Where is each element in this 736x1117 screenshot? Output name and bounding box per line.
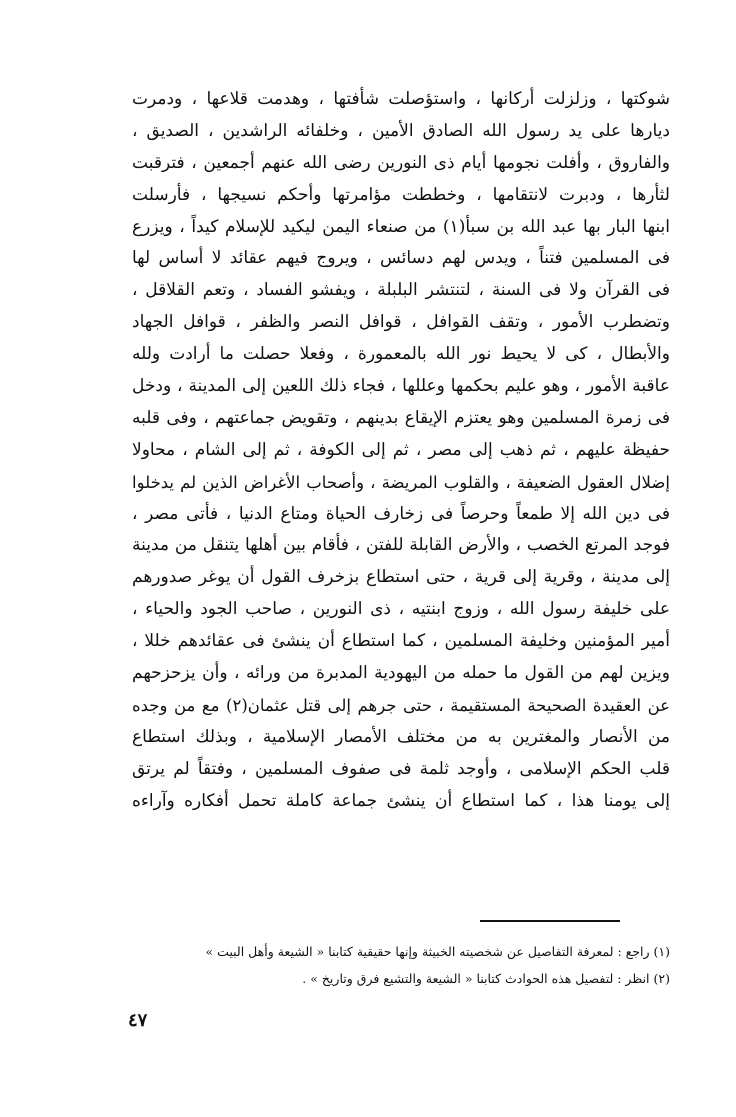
text-line: شوكتها ، وزلزلت أركانها ، واستؤصلت شأفتها ، وهدمت قلاعها ، ودمرت — [132, 89, 670, 109]
text-line: لثأرها ، ودبرت لانتقامها ، وخططت مؤامرتها وأحكم نسيجها ، فأرسلت — [132, 184, 670, 205]
text-line: وتضطرب الأمور ، وتقف القوافل ، قوافل النصر والظفر ، قوافل الجهاد — [132, 312, 670, 333]
text-line: عاقبة الأمور ، وهو عليم بحكمها وعللها ، فجاء ذلك اللعين إلى المدينة ، ودخل — [132, 376, 670, 397]
text-line: فى دين الله إلا طمعاً وحرصاً فى زخارف الحياة ومتاع الدنيا ، فأتى مصر ، — [132, 503, 670, 524]
text-line: ابنها البار بها عبد الله بن سبأ(١) من صنعاء اليمن ليكيد للإسلام كيداً ، ويزرع — [132, 216, 670, 237]
text-line: أمير المؤمنين وخليفة المسلمين ، كما استطاع أن ينشئ فى عقائدهم خللا ، — [132, 631, 670, 652]
text-line: إلى يومنا هذا ، كما استطاع أن ينشئ جماعة كاملة تحمل أفكاره وآراءه — [132, 790, 670, 811]
footnote-2: (٢) انظر : لتفصيل هذه الحوادث كتابنا « الشيعة والتشيع فرق وتاريخ » . — [302, 971, 670, 986]
text-line: على خليفة رسول الله ، وزوج ابنتيه ، ذى النورين ، صاحب الجود والحياء ، — [132, 599, 670, 620]
text-line: حفيظة عليهم ، ثم ذهب إلى مصر ، ثم إلى الكوفة ، ثم إلى الشام ، محاولا — [132, 439, 670, 460]
text-line: عن العقيدة الصحيحة المستقيمة ، حتى جرهم إلى قتل عثمان(٢) مع من وجده — [132, 695, 670, 715]
text-line: والفاروق ، وأفلت نجومها أيام ذى النورين رضى الله عنهم أجمعين ، فترقبت — [132, 152, 670, 173]
footnote-divider — [480, 920, 620, 922]
main-text — [132, 84, 670, 817]
text-line: إضلال العقول الضعيفة ، والقلوب المريضة ، وأصحاب الأغراض الذين لم يدخلوا — [132, 472, 670, 492]
text-line: فوجد المرتع الخصب ، والأرض القابلة للفتن ، فأقام بين أهلها يتنقل من مدينة — [132, 535, 670, 556]
page-number: ٤٧ — [128, 1010, 148, 1031]
text-line: فى المسلمين فتناً ، ويدس لهم دسائس ، ويروج فيهم عقائد لا أساس لها — [132, 248, 670, 269]
text-line: فى زمرة المسلمين وهو يعتزم الإيقاع بدينهم ، وتقويض جماعتهم ، وفى قلبه — [132, 407, 670, 428]
text-line: ديارها على يد رسول الله الصادق الأمين ، وخلفائه الراشدين ، الصديق ، — [132, 120, 670, 141]
text-line: من الأنصار والمغترين به من مختلف الأمصار الإسلامية ، وبذلك استطاع — [132, 726, 670, 747]
text-line: إلى مدينة ، وقرية إلى قرية ، حتى استطاع بزخرف القول أن يوغر صدورهم — [132, 567, 670, 588]
text-line: قلب الحكم الإسلامى ، وأوجد ثلمة فى صفوف المسلمين ، وفتقاً لم يرتق — [132, 758, 670, 779]
text-line: والأبطال ، كى لا يحيط نور الله بالمعمورة ، وفعلا حصلت ما أرادت ولله — [132, 344, 670, 365]
footnote-1: (١) راجع : لمعرفة التفاصيل عن شخصيته الخبيثة وإنها حقيقية كتابنا « الشيعة وأهل البيت » — [205, 944, 670, 959]
footnotes — [132, 938, 670, 992]
text-line: ويزين لهم من القول ما حمله من اليهودية المدبرة من ورائه ، وأن يزحزحهم — [132, 663, 670, 684]
text-line: فى القرآن ولا فى السنة ، لتنتشر البلبلة ، ويفشو الفساد ، وتعم القلاقل ، — [132, 280, 671, 301]
